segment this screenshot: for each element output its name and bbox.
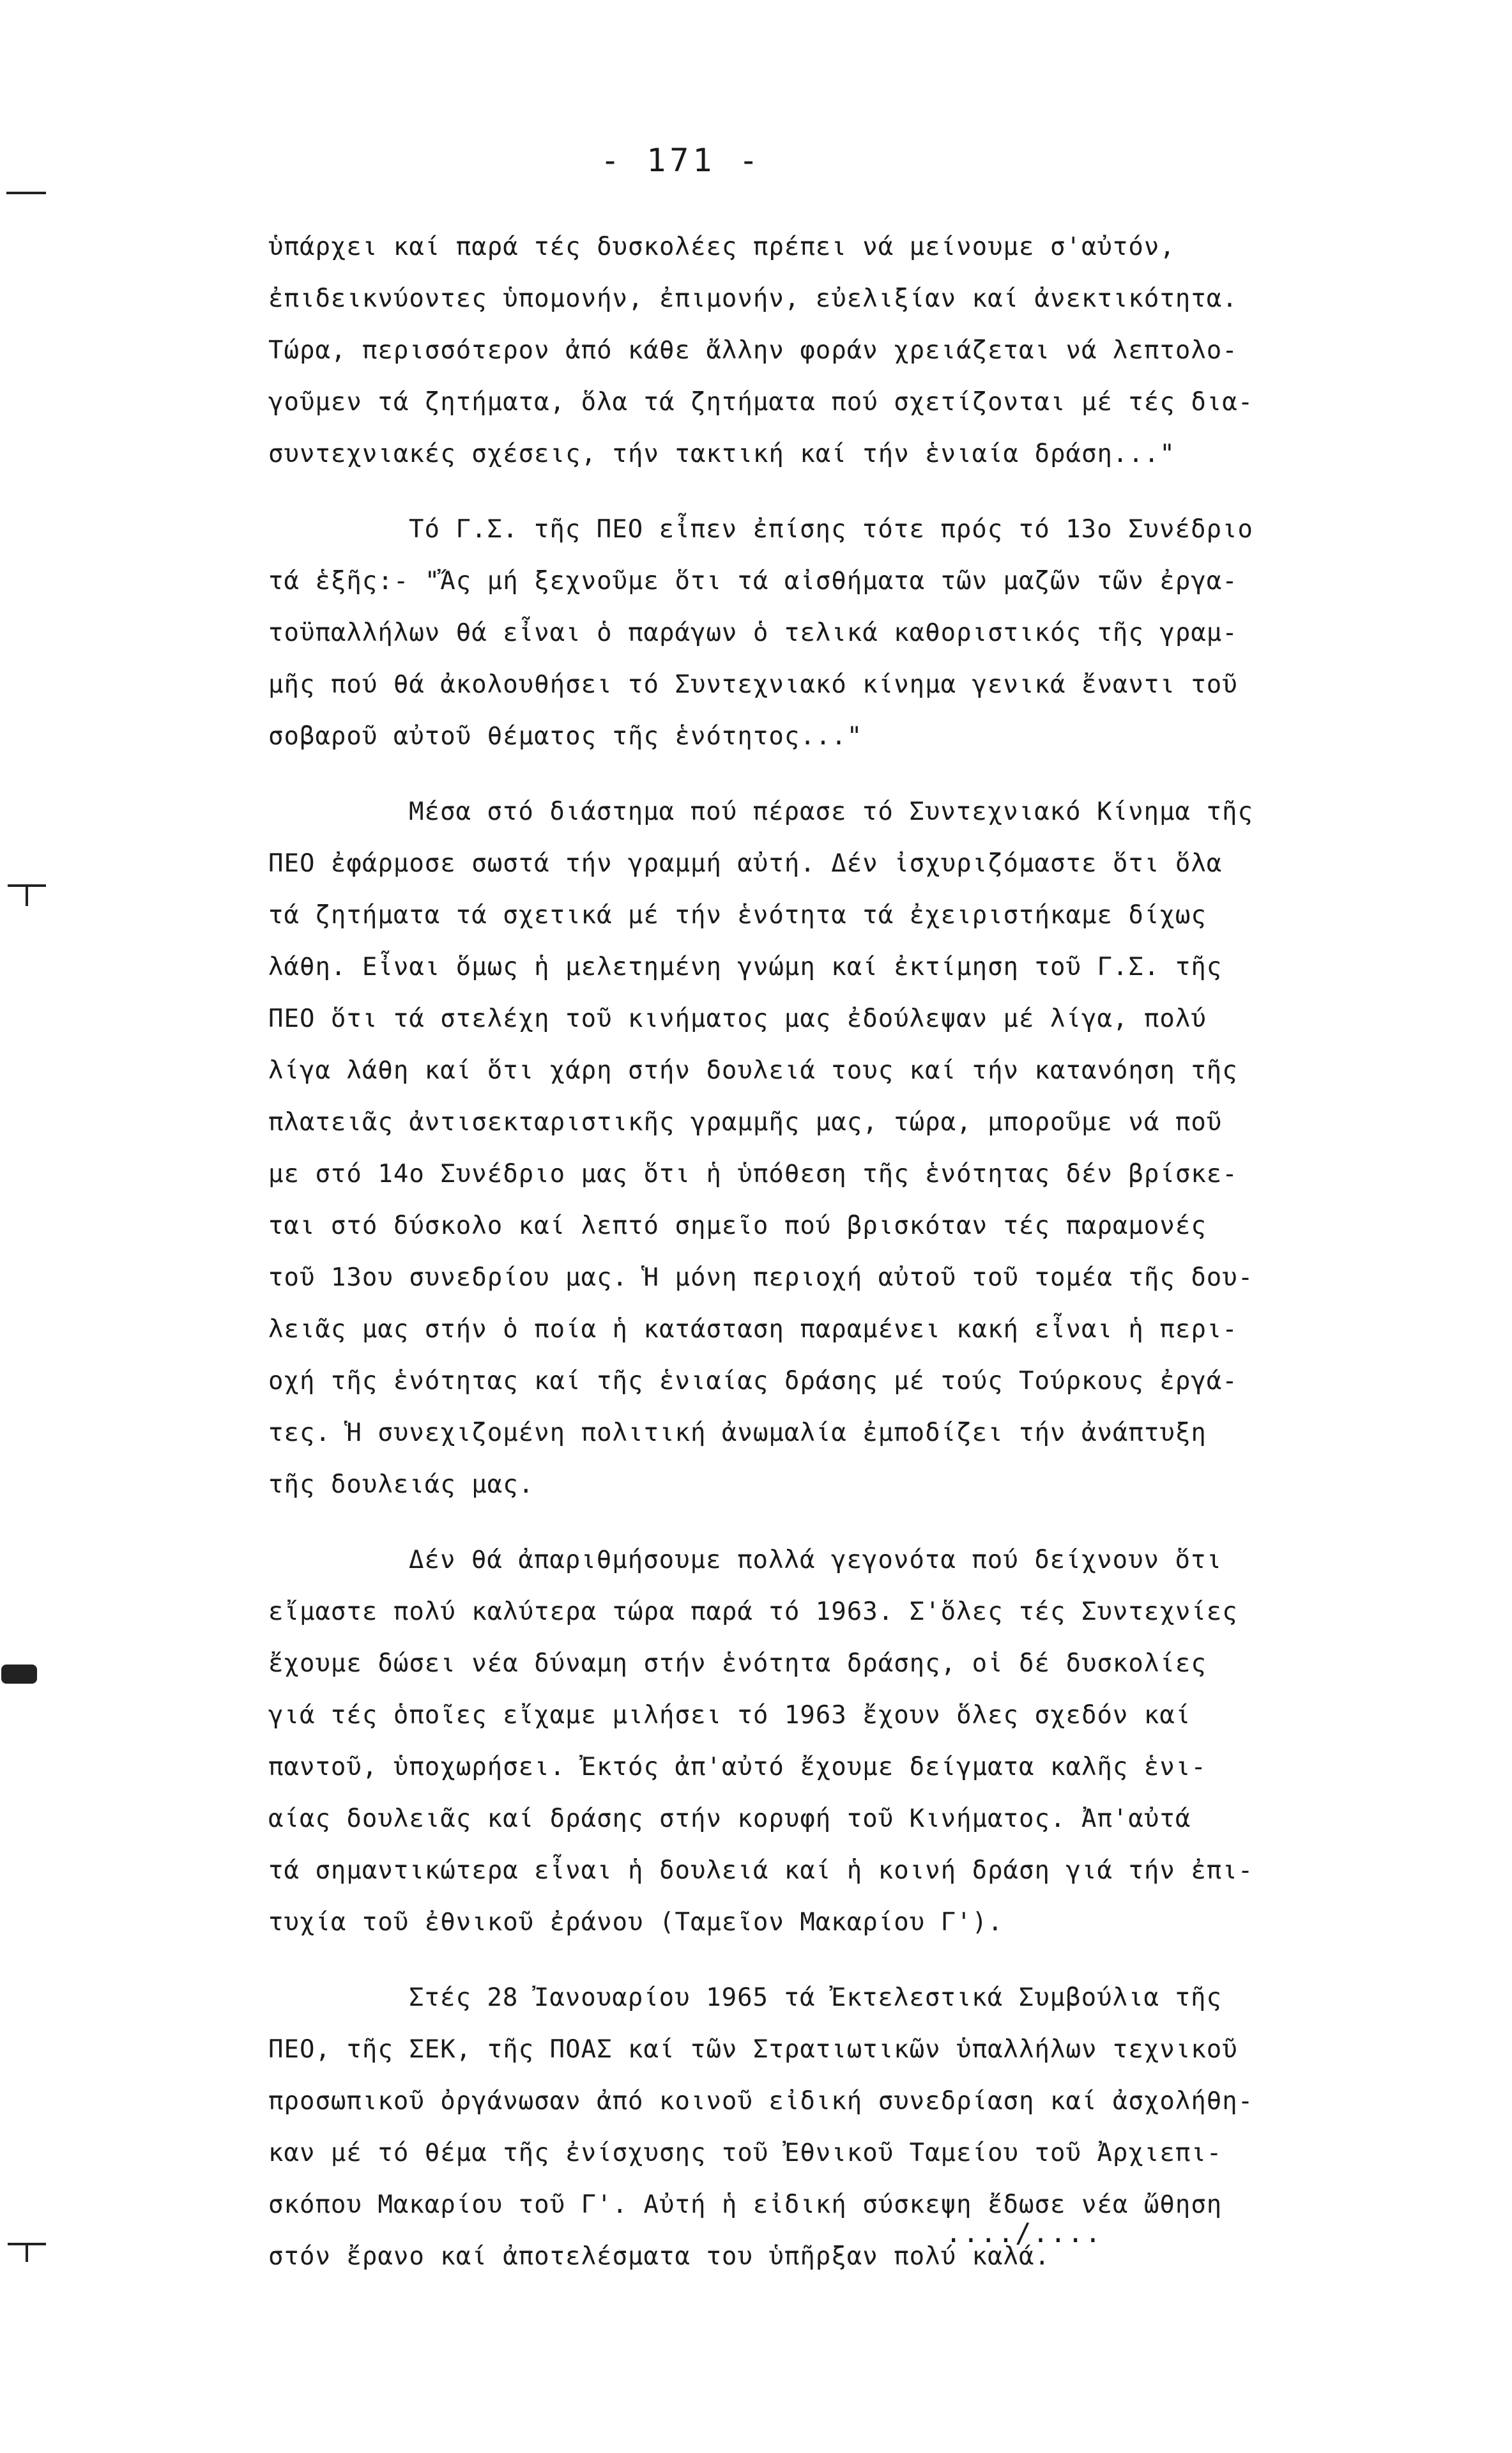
text-line: αίας δουλειᾶς καί δράσης στήν κορυφή τοῦ Κινήματος. Ἀπ'αὐτά [268,1804,1191,1833]
text-line: πλατειᾶς ἀντισεκταριστικῆς γραμμῆς μας, τώρα, μποροῦμε νά ποῦ [268,1108,1223,1137]
text-line: στόν ἔρανο καί ἀποτελέσματα του ὑπῆρξαν πολύ καλά. [268,2242,1050,2271]
text-line: τοϋπαλλήλων θά εἶναι ὁ παράγων ὁ τελικά καθοριστικός τῆς γραμ- [268,619,1238,647]
text-line: συντεχνιακές σχέσεις, τήν τακτική καί τήν ἑνιαία δράση..." [268,440,1175,468]
body-text [268,221,1367,2282]
text-line: Τώρα, περισσότερον ἀπό κάθε ἄλλην φοράν χρειάζεται νά λεπτολο- [268,336,1238,365]
text-line: καν μέ τό θέμα τῆς ἐνίσχυσης τοῦ Ἐθνικοῦ Ταμείου τοῦ Ἀρχιεπι- [268,2139,1223,2167]
paragraph-5 [268,1972,1367,2282]
text-line: τοῦ 13ου συνεδρίου μας. Ἡ μόνη περιοχή αὐτοῦ τοῦ τομέα τῆς δου- [268,1263,1254,1292]
text-line: εἴμαστε πολύ καλύτερα τώρα παρά τό 1963. Σ'ὅλες τές Συντεχνίες [268,1597,1238,1626]
text-line: ΠΕΟ ὅτι τά στελέχη τοῦ κινήματος μας ἐδούλεψαν μέ λίγα, πολύ [268,1004,1207,1033]
text-line: προσωπικοῦ ὀργάνωσαν ἀπό κοινοῦ εἰδική συνεδρίαση καί ἀσχολήθη- [268,2087,1254,2116]
text-line: λίγα λάθη καί ὅτι χάρη στήν δουλειά τους καί τήν κατανόηση τῆς [268,1056,1238,1085]
text-line: ΠΕΟ ἐφάρμοσε σωστά τήν γραμμή αὐτή. Δέν ἰσχυριζόμαστε ὅτι ὅλα [268,849,1223,878]
text-line: γιά τές ὁποῖες εἴχαμε μιλήσει τό 1963 ἔχουν ὅλες σχεδόν καί [268,1701,1191,1730]
margin-mark [26,884,28,906]
text-line: τά ἑξῆς:- "Ἄς μή ξεχνοῦμε ὅτι τά αἰσθήματα τῶν μαζῶν τῶν ἐργα- [268,567,1238,596]
text-line: ἔχουμε δώσει νέα δύναμη στήν ἑνότητα δράσης, οἱ δέ δυσκολίες [268,1649,1207,1678]
text-line: σκόπου Μακαρίου τοῦ Γ'. Αὐτή ἡ εἰδική σύσκεψη ἔδωσε νέα ὤθηση [268,2190,1223,2219]
text-line: παντοῦ, ὑποχωρήσει. Ἐκτός ἀπ'αὐτό ἔχουμε δείγματα καλῆς ἑνι- [268,1753,1207,1781]
margin-mark [26,2243,28,2262]
paragraph-4 [268,1534,1367,1948]
text-line: γοῦμεν τά ζητήματα, ὅλα τά ζητήματα πού σχετίζονται μέ τές δια- [268,388,1254,417]
margin-mark [6,192,46,194]
text-line: τά σημαντικώτερα εἶναι ἡ δουλειά καί ἡ κοινή δράση γιά τήν ἐπι- [268,1856,1254,1885]
text-line: τες. Ἡ συνεχιζομένη πολιτική ἀνωμαλία ἐμποδίζει τήν ἀνάπτυξη [268,1419,1207,1447]
text-line: μῆς πού θά ἀκολουθήσει τό Συντεχνιακό κίνημα γενικά ἔναντι τοῦ [268,670,1238,699]
text-line: Στές 28 Ἰανουαρίου 1965 τά Ἐκτελεστικά Συμβούλια τῆς [409,1983,1222,2012]
text-line: λειᾶς μας στήν ὁ ποία ἡ κατάσταση παραμένει κακή εἶναι ἡ περι- [268,1315,1238,1344]
text-line: με στό 14ο Συνέδριο μας ὅτι ἡ ὑπόθεση τῆς ἑνότητας δέν βρίσκε- [268,1160,1238,1188]
text-line: ται στό δύσκολο καί λεπτό σημεῖο πού βρισκόταν τές παραμονές [268,1211,1207,1240]
text-line: τά ζητήματα τά σχετικά μέ τήν ἑνότητα τά ἐχειριστήκαμε δίχως [268,901,1207,930]
text-line: τυχία τοῦ ἐθνικοῦ ἐράνου (Ταμεῖον Μακαρίου Γ'). [268,1908,1004,1937]
paragraph-1 [268,221,1367,480]
margin-mark [1,1665,37,1684]
text-line: λάθη. Εἶναι ὅμως ἡ μελετημένη γνώμη καί ἐκτίμηση τοῦ Γ.Σ. τῆς [268,953,1223,981]
text-line: Δέν θά ἀπαριθμήσουμε πολλά γεγονότα πού δείχνουν ὅτι [409,1546,1222,1574]
text-line: οχή τῆς ἑνότητας καί τῆς ἑνιαίας δράσης μέ τούς Τούρκους ἐργά- [268,1367,1238,1396]
paragraph-3 [268,786,1367,1511]
text-line: ὑπάρχει καί παρά τές δυσκολέες πρέπει νά μείνουμε σ'αὐτόν, [268,233,1175,261]
continuation-mark: ..../.... [945,2217,1103,2249]
text-line: Τό Γ.Σ. τῆς ΠΕΟ εἶπεν ἐπίσης τότε πρός τό 13ο Συνέδριο [409,515,1253,544]
paragraph-2 [268,504,1367,762]
text-line: ΠΕΟ, τῆς ΣΕΚ, τῆς ΠΟΑΣ καί τῶν Στρατιωτικῶν ὑπαλλήλων τεχνικοῦ [268,2035,1238,2064]
page-number: - 171 - [600,142,762,179]
text-line: σοβαροῦ αὐτοῦ θέματος τῆς ἑνότητος..." [268,722,863,751]
text-line: τῆς δουλειάς μας. [268,1470,535,1499]
text-line: Μέσα στό διάστημα πού πέρασε τό Συντεχνιακό Κίνημα τῆς [409,797,1253,826]
text-line: ἐπιδεικνύοντες ὑπομονήν, ἐπιμονήν, εὐελιξίαν καί ἀνεκτικότητα. [268,284,1238,313]
